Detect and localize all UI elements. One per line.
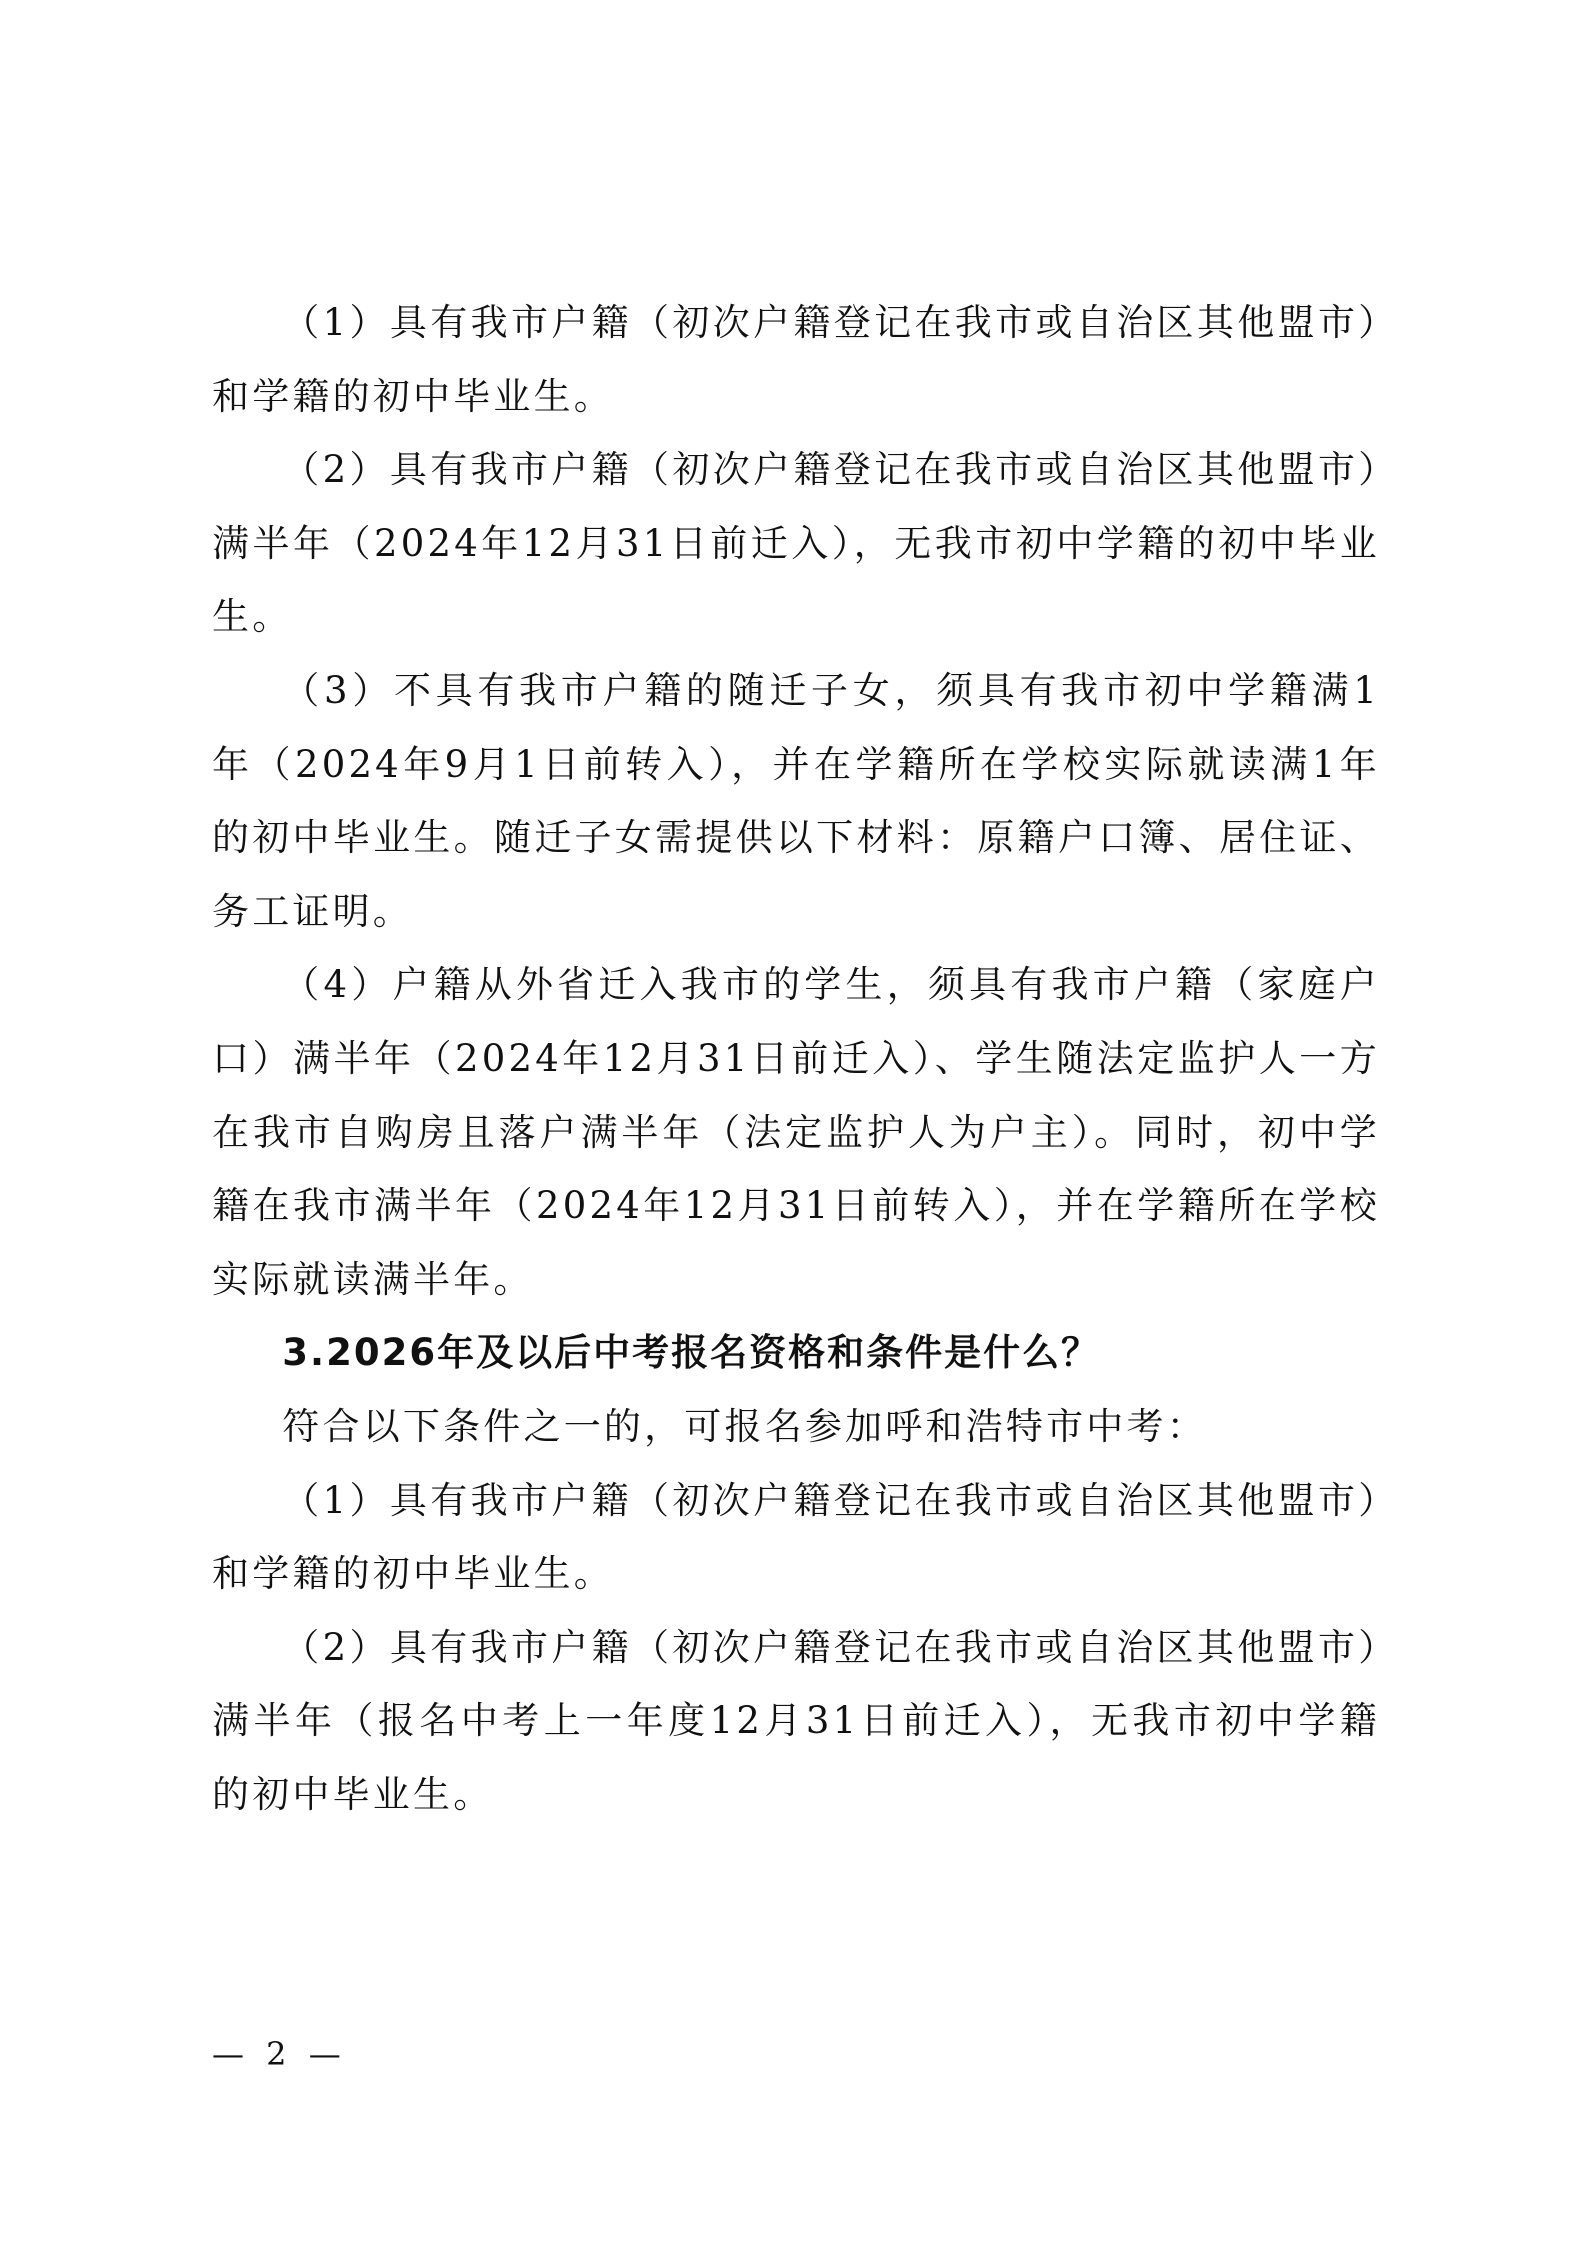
paragraph-condition-4: （4）户籍从外省迁入我市的学生，须具有我市户籍（家庭户口）满半年（2024年12月31日前迁入）、学生随法定监护人一方在我市自购房且落户满半年（法定监护人为户主）。同时，初中学籍在我市满半年（2024年12月31日前转入），并在学籍所在学校实际就读满半年。: [212, 963, 1380, 1301]
intro-paragraph: 符合以下条件之一的，可报名参加呼和浩特市中考：: [282, 1404, 1207, 1448]
paragraph-condition-1: （1）具有我市户籍（初次户籍登记在我市或自治区其他盟市）和学籍的初中毕业生。: [212, 301, 1380, 418]
section-heading: 3.2026年及以后中考报名资格和条件是什么？: [282, 1331, 1101, 1375]
paragraph-2026-condition-1: （1）具有我市户籍（初次户籍登记在我市或自治区其他盟市）和学籍的初中毕业生。: [212, 1478, 1380, 1596]
paragraph-2026-condition-2: （2）具有我市户籍（初次户籍登记在我市或自治区其他盟市）满半年（报名中考上一年度12月31日前迁入），无我市初中学籍的初中毕业生。: [212, 1625, 1380, 1816]
paragraph-condition-3: （3）不具有我市户籍的随迁子女，须具有我市初中学籍满1年（2024年9月1日前转入），并在学籍所在学校实际就读满1年的初中毕业生。随迁子女需提供以下材料：原籍户口簿、居住证、务工证明。: [212, 668, 1380, 933]
document-body: [212, 286, 1380, 1831]
page-number: — 2 —: [212, 2035, 347, 2073]
paragraph-condition-2: （2）具有我市户籍（初次户籍登记在我市或自治区其他盟市）满半年（2024年12月31日前迁入），无我市初中学籍的初中毕业生。: [212, 448, 1380, 639]
